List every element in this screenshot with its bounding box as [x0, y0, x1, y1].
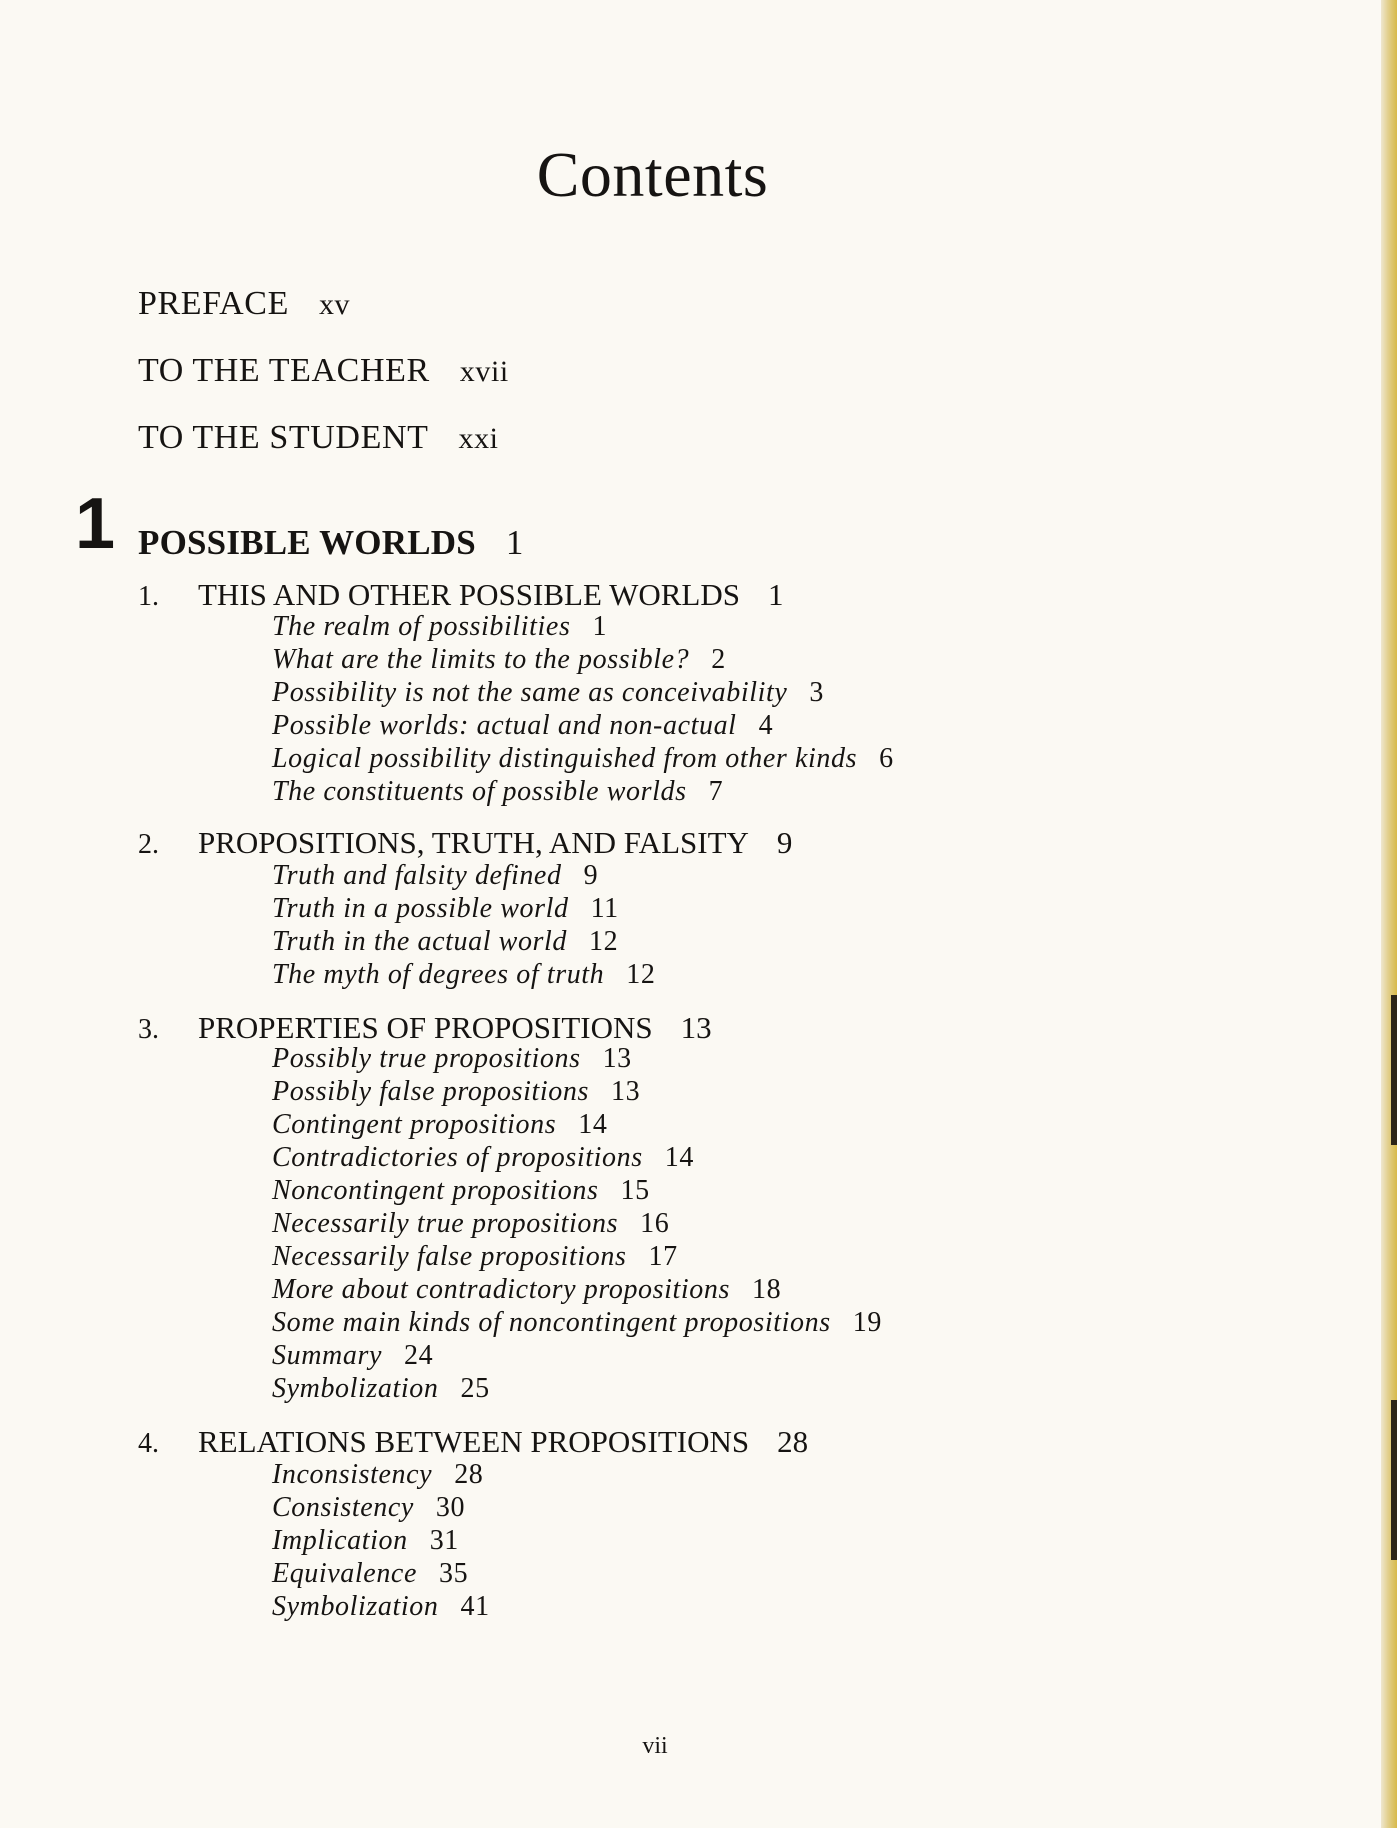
toc-subsection [272, 1525, 459, 1557]
toc-subsection [272, 1591, 490, 1623]
entry-page: xv [318, 288, 351, 321]
chapter-number: 1 [75, 484, 116, 564]
subsection-page: 3 [809, 677, 824, 708]
subsection-page: 35 [438, 1558, 469, 1589]
section-number: 4. [138, 1428, 159, 1459]
toc-subsection [272, 1109, 607, 1141]
toc-subsection [272, 860, 598, 892]
section-page: 9 [776, 825, 793, 860]
subsection-title: Contradictories of propositions [272, 1142, 643, 1173]
section-page: 1 [767, 577, 784, 612]
toc-subsection [272, 1142, 694, 1174]
subsection-page: 1 [592, 611, 608, 642]
toc-subsection [272, 1241, 678, 1273]
subsection-title: Possibly true propositions [272, 1043, 581, 1074]
subsection-page: 17 [648, 1241, 678, 1272]
subsection-page: 24 [403, 1340, 434, 1371]
subsection-title: Consistency [272, 1492, 414, 1523]
subsection-page: 18 [752, 1274, 782, 1305]
subsection-page: 25 [460, 1373, 490, 1404]
toc-subsection [272, 1307, 882, 1339]
subsection-title: Possibility is not the same as conceivability [272, 677, 788, 708]
subsection-title: Summary [272, 1340, 382, 1371]
subsection-title: Truth and falsity defined [272, 860, 562, 891]
subsection-title: Symbolization [272, 1373, 439, 1404]
toc-section [138, 825, 792, 861]
subsection-title: Necessarily true propositions [272, 1208, 619, 1239]
subsection-title: Equivalence [272, 1558, 417, 1589]
subsection-title: Implication [272, 1525, 408, 1556]
subsection-page: 14 [578, 1109, 608, 1140]
subsection-page: 4 [758, 710, 774, 741]
subsection-page: 11 [590, 893, 619, 924]
toc-subsection [272, 1175, 650, 1207]
subsection-page: 13 [610, 1076, 641, 1107]
section-number: 3. [138, 1014, 159, 1045]
subsection-title: Possibly false propositions [272, 1076, 589, 1107]
toc-subsection [272, 677, 824, 709]
toc-subsection [272, 893, 619, 925]
subsection-page: 19 [852, 1307, 882, 1338]
toc-subsection [272, 926, 618, 958]
entry-page: xxi [458, 422, 499, 455]
chapter-heading [138, 523, 524, 563]
subsection-page: 6 [879, 743, 894, 774]
toc-subsection [272, 1208, 669, 1240]
toc-section [138, 1424, 808, 1460]
section-page: 28 [777, 1424, 809, 1459]
subsection-page: 7 [708, 776, 724, 807]
subsection-page: 31 [429, 1525, 459, 1556]
subsection-title: The constituents of possible worlds [272, 776, 687, 807]
toc-subsection [272, 611, 607, 643]
toc-subsection [272, 1274, 781, 1306]
chapter-page: 1 [505, 523, 524, 562]
subsection-title: Truth in a possible world [272, 893, 569, 924]
section-title: RELATIONS BETWEEN PROPOSITIONS [198, 1424, 750, 1459]
subsection-title: Symbolization [272, 1591, 439, 1622]
subsection-page: 2 [711, 644, 726, 675]
toc-front-entry [138, 419, 499, 457]
entry-page: xvii [459, 355, 509, 388]
subsection-title: The realm of possibilities [272, 611, 571, 642]
subsection-page: 30 [435, 1492, 466, 1523]
subsection-page: 13 [602, 1043, 632, 1074]
subsection-page: 12 [589, 926, 619, 957]
section-number: 2. [138, 829, 159, 860]
toc-subsection [272, 1373, 490, 1405]
subsection-title: Contingent propositions [272, 1109, 557, 1140]
section-page: 13 [680, 1010, 712, 1045]
section-number: 1. [138, 581, 159, 612]
entry-title: PREFACE [138, 285, 289, 322]
toc-front-entry [138, 285, 350, 323]
chapter-title: POSSIBLE WORLDS [138, 523, 476, 562]
subsection-title: More about contradictory propositions [272, 1274, 730, 1305]
subsection-page: 9 [583, 860, 599, 891]
subsection-page: 12 [626, 959, 656, 990]
toc-subsection [272, 959, 655, 991]
subsection-title: What are the limits to the possible? [272, 644, 690, 675]
toc-subsection [272, 644, 726, 676]
section-title: PROPOSITIONS, TRUTH, AND FALSITY [198, 825, 749, 860]
edge-mark [1391, 1400, 1397, 1560]
subsection-page: 28 [454, 1459, 484, 1490]
edge-mark [1391, 995, 1397, 1145]
subsection-title: The myth of degrees of truth [272, 959, 605, 990]
subsection-title: Inconsistency [272, 1459, 433, 1490]
toc-subsection [272, 1459, 483, 1491]
subsection-title: Noncontingent propositions [272, 1175, 599, 1206]
toc-subsection [272, 1340, 433, 1372]
subsection-page: 14 [664, 1142, 694, 1173]
toc-subsection [272, 776, 723, 808]
subsection-title: Truth in the actual world [272, 926, 568, 957]
section-title: THIS AND OTHER POSSIBLE WORLDS [198, 577, 740, 612]
subsection-page: 41 [460, 1591, 490, 1622]
subsection-title: Logical possibility distinguished from other kinds [272, 743, 858, 774]
toc-subsection [272, 1492, 465, 1524]
toc-front-entry [138, 352, 509, 390]
entry-title: TO THE TEACHER [138, 352, 430, 389]
entry-title: TO THE STUDENT [138, 419, 429, 456]
section-title: PROPERTIES OF PROPOSITIONS [198, 1010, 653, 1045]
page-title: Contents [536, 139, 769, 210]
subsection-page: 16 [640, 1208, 670, 1239]
toc-subsection [272, 743, 894, 775]
toc-subsection [272, 710, 773, 742]
toc-subsection [272, 1076, 640, 1108]
subsection-title: Necessarily false propositions [272, 1241, 627, 1272]
page-number: vii [642, 1733, 668, 1759]
subsection-page: 15 [620, 1175, 650, 1206]
toc-section [138, 1010, 712, 1046]
toc-subsection [272, 1558, 468, 1590]
subsection-title: Possible worlds: actual and non-actual [272, 710, 737, 741]
toc-section [138, 577, 783, 613]
toc-subsection [272, 1043, 632, 1075]
subsection-title: Some main kinds of noncontingent propositions [272, 1307, 831, 1338]
